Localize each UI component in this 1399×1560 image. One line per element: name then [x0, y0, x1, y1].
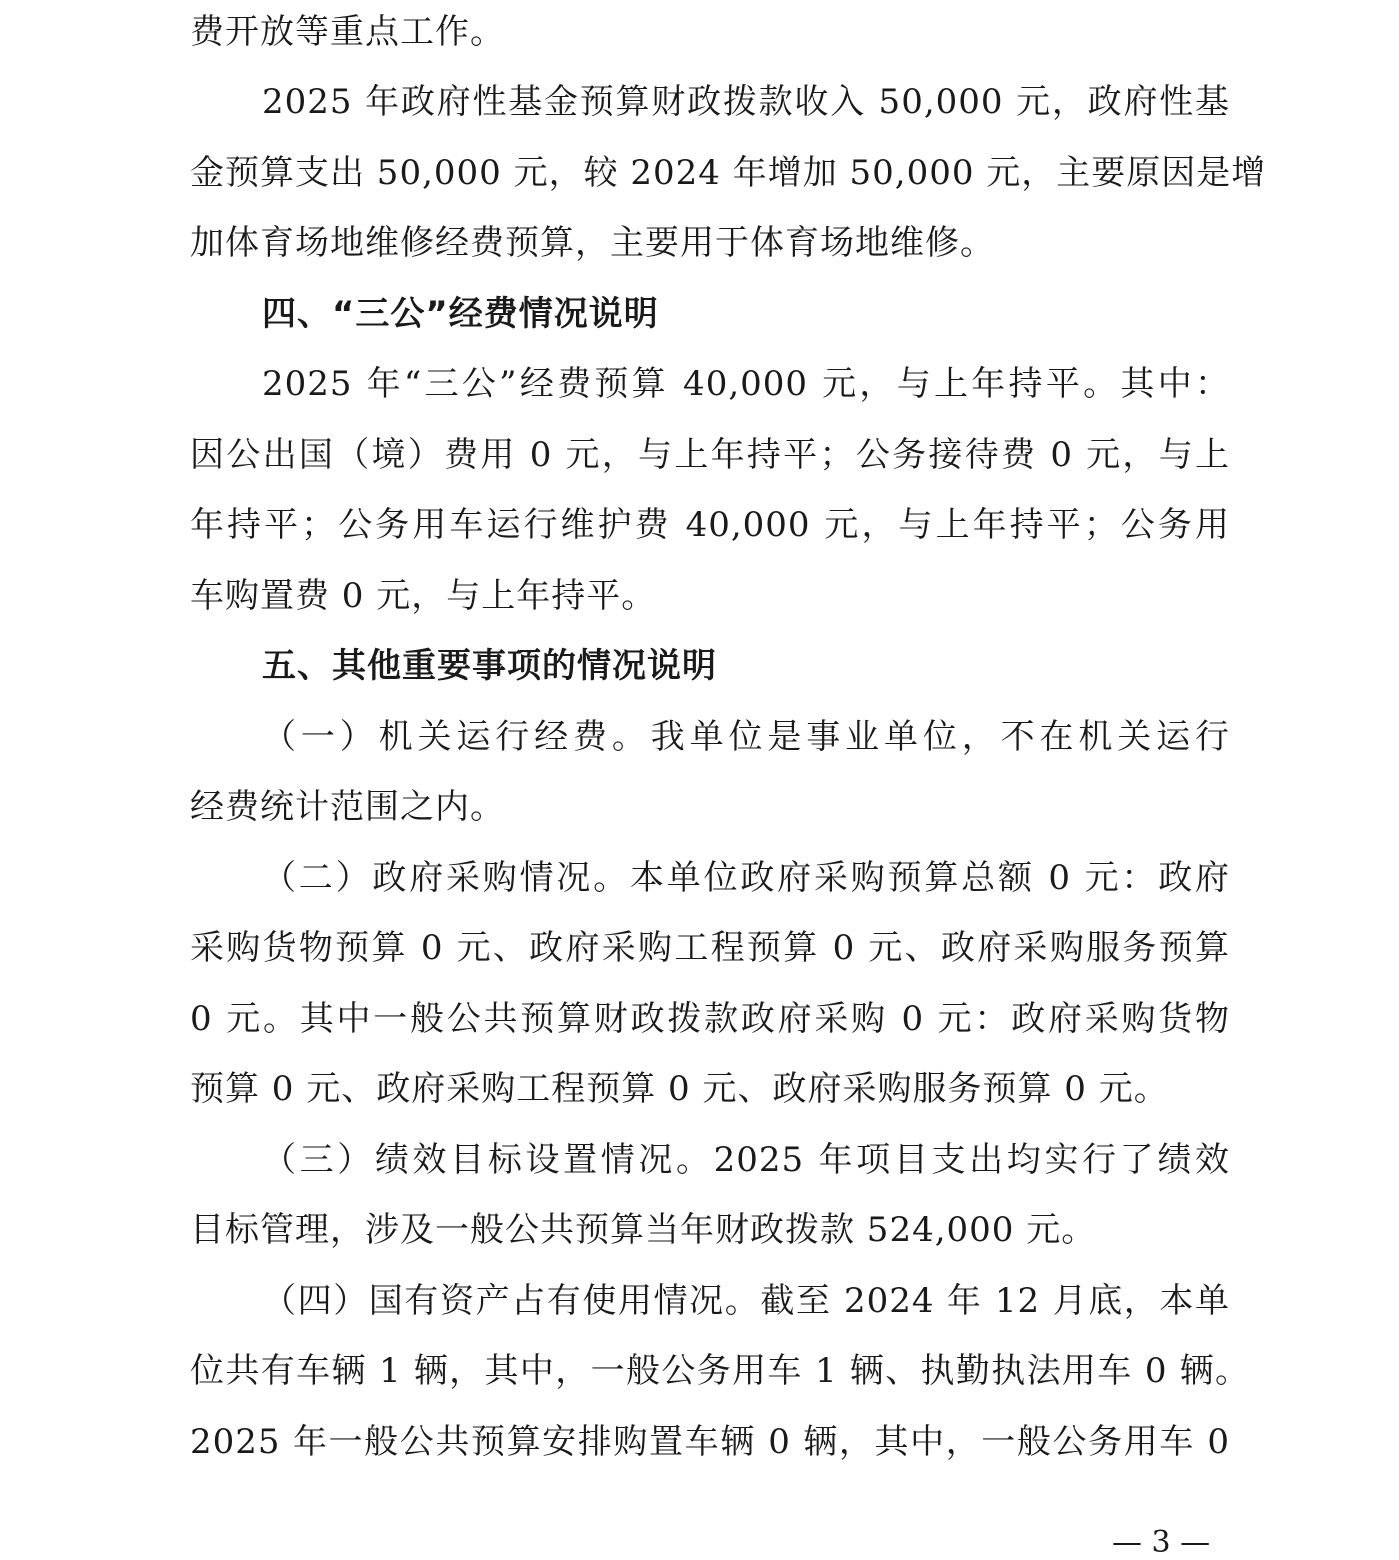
section-heading: 四、“三公”经费情况说明	[262, 294, 659, 334]
section-heading: 五、其他重要事项的情况说明	[262, 646, 717, 686]
body-line: 费开放等重点工作。	[190, 12, 505, 52]
body-line: 位共有车辆 1 辆，其中，一般公务用车 1 辆、执勤执法用车 0 辆。	[190, 1351, 1250, 1391]
body-line: （二）政府采购情况。本单位政府采购预算总额 0 元：政府	[262, 858, 1230, 898]
body-line: 经费统计范围之内。	[190, 787, 505, 827]
body-line: 因公出国（境）费用 0 元，与上年持平；公务接待费 0 元，与上	[190, 435, 1230, 475]
body-line: （四）国有资产占有使用情况。截至 2024 年 12 月底，本单	[262, 1281, 1230, 1321]
body-line: 年持平；公务用车运行维护费 40,000 元，与上年持平；公务用	[190, 505, 1230, 545]
body-line: （三）绩效目标设置情况。2025 年项目支出均实行了绩效	[262, 1140, 1230, 1180]
body-line: 预算 0 元、政府采购工程预算 0 元、政府采购服务预算 0 元。	[190, 1069, 1169, 1109]
body-line: （一）机关运行经费。我单位是事业单位，不在机关运行	[262, 717, 1230, 757]
body-line: 采购货物预算 0 元、政府采购工程预算 0 元、政府采购服务预算	[190, 928, 1230, 968]
body-line: 车购置费 0 元，与上年持平。	[190, 576, 657, 616]
body-line: 2025 年“三公”经费预算 40,000 元，与上年持平。其中：	[262, 364, 1230, 404]
page-number: — 3 —	[1112, 1525, 1211, 1560]
body-line: 2025 年一般公共预算安排购置车辆 0 辆，其中，一般公务用车 0	[190, 1422, 1230, 1462]
body-line: 目标管理，涉及一般公共预算当年财政拨款 524,000 元。	[190, 1210, 1097, 1250]
body-line: 金预算支出 50,000 元，较 2024 年增加 50,000 元，主要原因是增	[190, 153, 1267, 193]
body-line: 0 元。其中一般公共预算财政拨款政府采购 0 元：政府采购货物	[190, 999, 1230, 1039]
body-line: 加体育场地维修经费预算，主要用于体育场地维修。	[190, 223, 995, 263]
body-line: 2025 年政府性基金预算财政拨款收入 50,000 元，政府性基	[262, 82, 1230, 122]
